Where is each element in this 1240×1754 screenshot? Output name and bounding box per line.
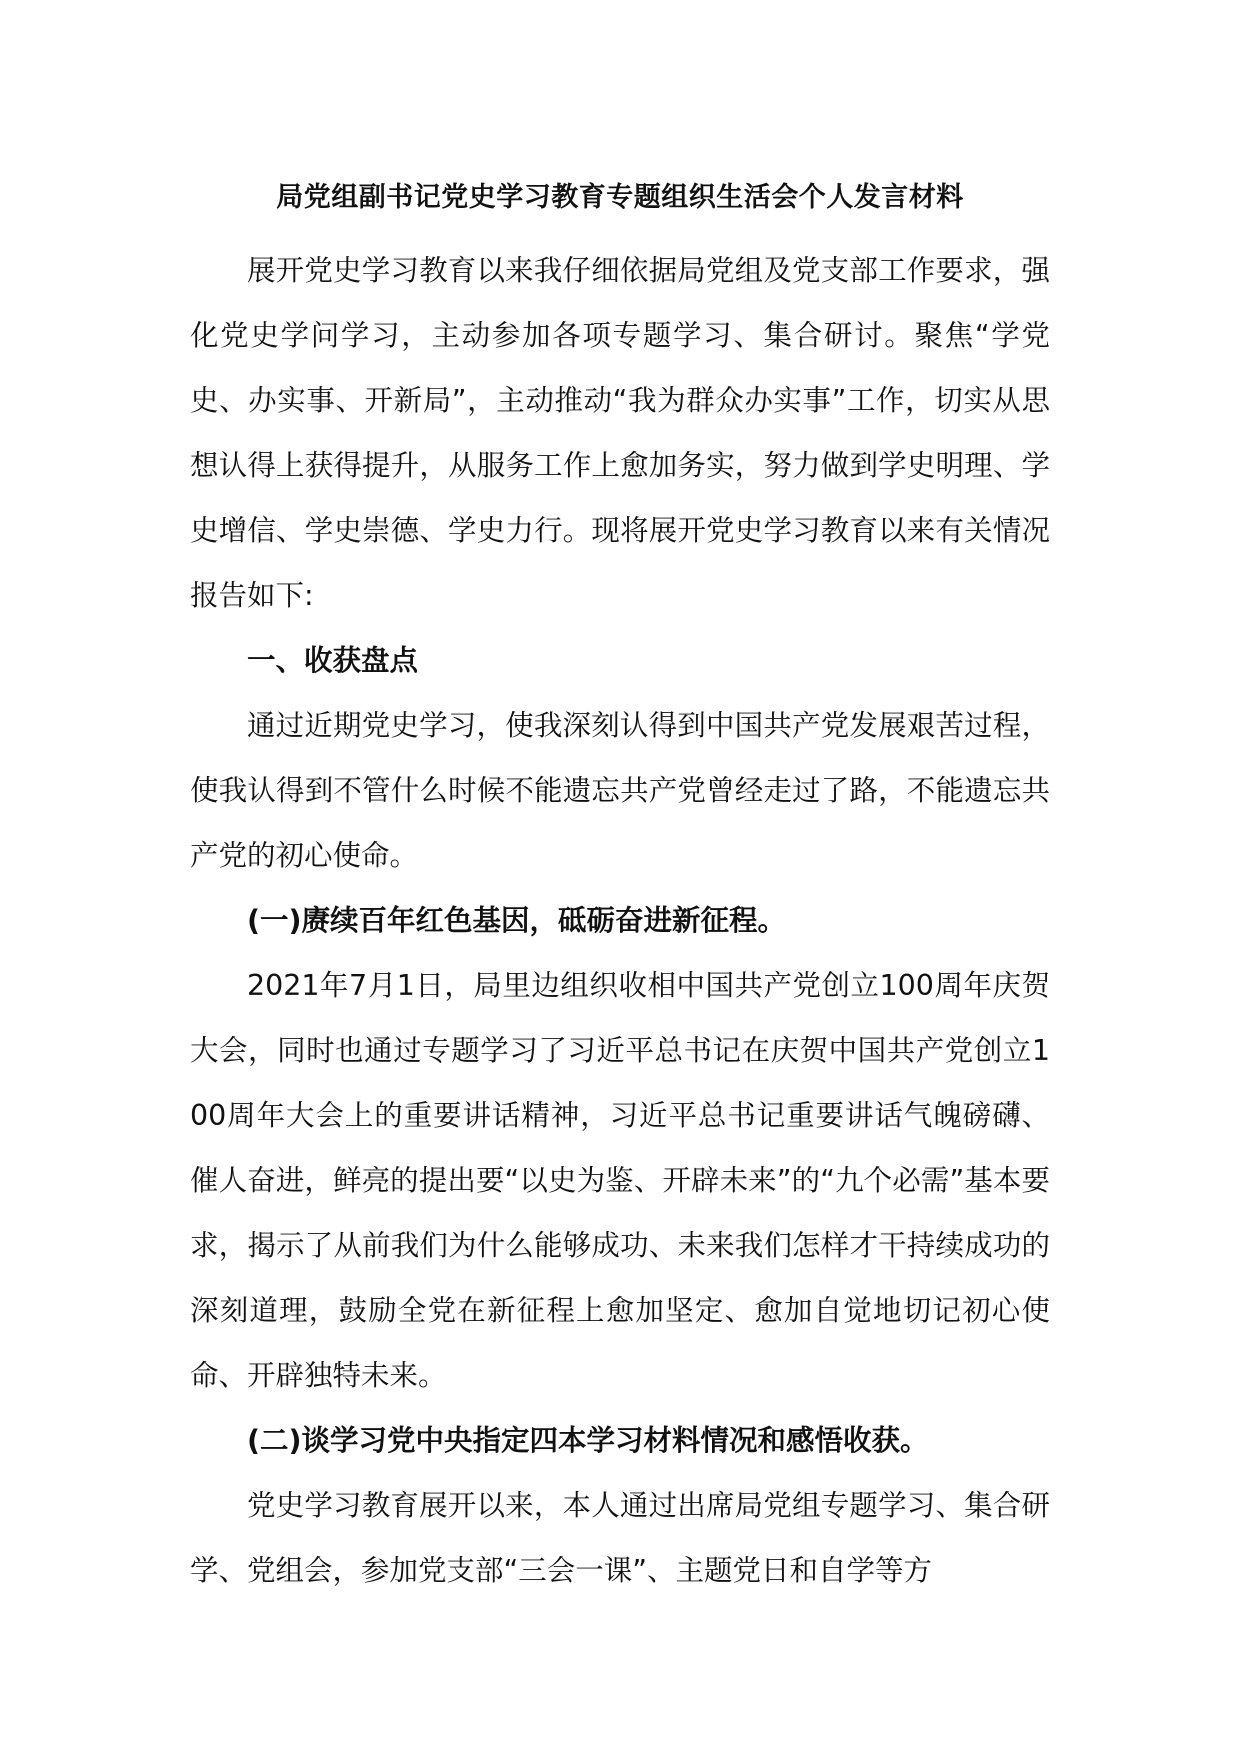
section-heading-harvest: 一、收获盘点	[247, 644, 419, 677]
document-title: 局党组副书记党史学习教育专题组织生活会个人发言材料	[276, 182, 964, 213]
study-paragraph: 党史学习教育展开以来，本人通过出席局党组专题学习、集合研学、党组会，参加党支部“三会一课”、主题党日和自学等方	[190, 1489, 1050, 1587]
subheading-four-materials: (二)谈学习党中央指定四本学习材料情况和感悟收获。	[247, 1424, 929, 1457]
centenary-paragraph: 2021年7月1日，局里边组织收相中国共产党创立100周年庆贺大会，同时也通过专题学习了习近平总书记在庆贺中国共产党创立100周年大会上的重要讲话精神，习近平总书记重要讲话气魄磅礴、催人奋进，鲜亮的提出要“以史为鉴、开辟未来”的“九个必需”基本要求，揭示了从前我们为什么能够成功、未来我们怎样才干持续成功的深刻道理，鼓励全党在新征程上愈加坚定、愈加自觉地切记初心使命、开辟独特未来。	[190, 969, 1050, 1392]
document-page	[190, 178, 1050, 1603]
intro-paragraph: 展开党史学习教育以来我仔细依据局党组及党支部工作要求，强化党史学问学习，主动参加各项专题学习、集合研讨。聚焦“学党史、办实事、开新局”，主动推动“我为群众办实事”工作，切实从思想认得上获得提升，从服务工作上愈加务实，努力做到学史明理、学史增信、学史崇德、学史力行。现将展开党史学习教育以来有关情况报告如下:	[190, 254, 1050, 612]
harvest-paragraph: 通过近期党史学习，使我深刻认得到中国共产党发展艰苦过程，使我认得到不管什么时候不能遗忘共产党曾经走过了路，不能遗忘共产党的初心使命。	[190, 709, 1050, 872]
subheading-red-gene: (一)赓续百年红色基因，砥砺奋进新征程。	[247, 904, 787, 937]
